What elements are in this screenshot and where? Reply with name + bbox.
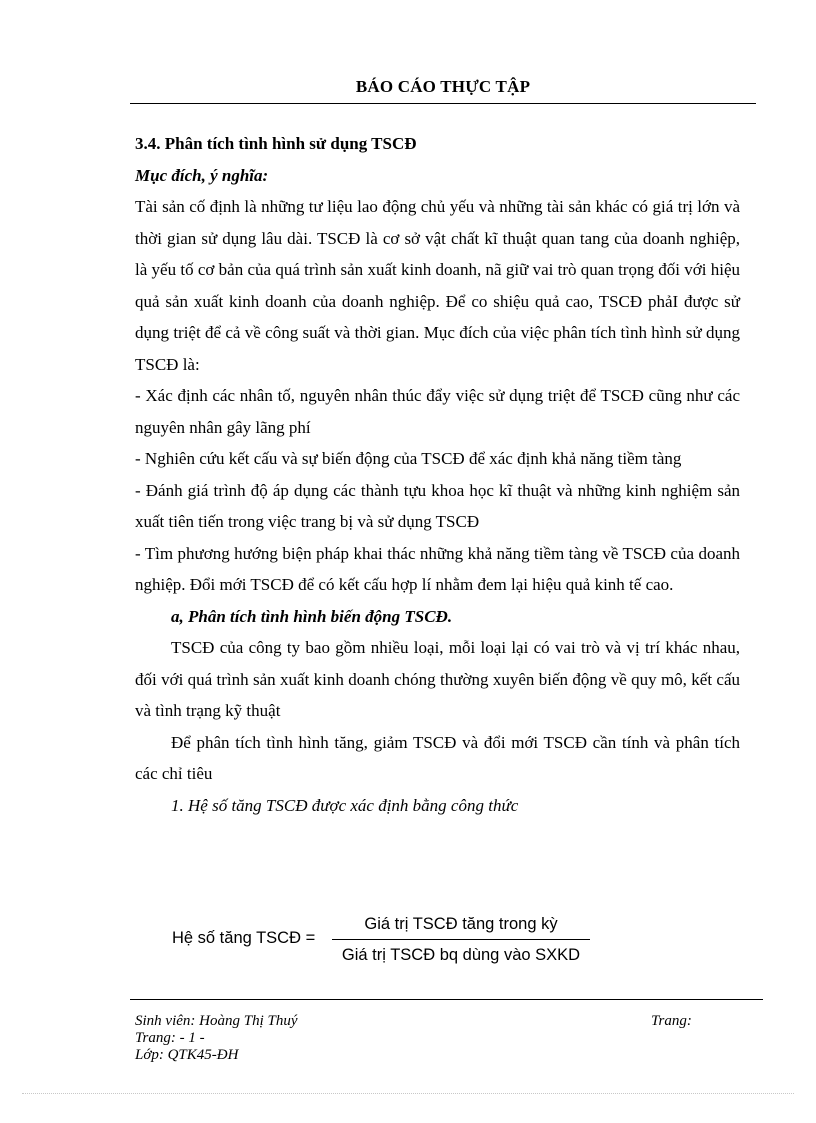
paragraph-fluctuation: TSCĐ của công ty bao gồm nhiều loại, mỗi loại lại có vai trò và vị trí khác nhau, đối với quá trình sản xuất kinh doanh chóng thường xuyên biến động về quy mô, kết cấu và tình trạng kỹ thuật bbox=[135, 638, 740, 720]
footer-info bbox=[135, 1013, 298, 1064]
footer-rule bbox=[130, 999, 763, 1000]
page-bottom-dotted-line bbox=[22, 1093, 794, 1094]
section-heading: 3.4. Phân tích tình hình sử dụng TSCĐ bbox=[135, 134, 417, 153]
bullet-item: - Xác định các nhân tố, nguyên nhân thúc đẩy việc sử dụng triệt để TSCĐ cũng như các nguyên nhân gây lãng phí bbox=[135, 386, 740, 437]
bullet-item: - Tìm phương hướng biện pháp khai thác những khả năng tiềm tàng về TSCĐ của doanh nghiệp. Đổi mới TSCĐ để có kết cấu hợp lí nhằm đem lại hiệu quả kinh tế cao. bbox=[135, 543, 740, 594]
header-rule bbox=[130, 103, 756, 104]
bullet-item: - Nghiên cứu kết cấu và sự biến động của TSCĐ để xác định khả năng tiềm tàng bbox=[135, 449, 682, 468]
formula-lhs: Hệ số tăng TSCĐ = bbox=[172, 929, 316, 947]
paragraph-purpose: Tài sản cố định là những tư liệu lao động chủ yếu và những tài sản khác có giá trị lớn và thời gian sử dụng lâu dài. TSCĐ là cơ sở vật chất kĩ thuật quan tang của doanh nghiệp, là yếu tố cơ bản của quá trình sản xuất kinh doanh, nã giữ vai trò quan trọng đối với hiệu quả sản xuất kinh doanh của doanh nghiệp. Để co shiệu quả cao, TSCĐ phảI được sử dụng triệt để cả về công suất và thời gian. Mục đích của việc phân tích tình hình sử dụng TSCĐ là: bbox=[135, 197, 740, 374]
subsection-heading: a, Phân tích tình hình biến động TSCĐ. bbox=[171, 606, 453, 626]
paragraph-indicators: Để phân tích tình hình tăng, giảm TSCĐ và đổi mới TSCĐ cần tính và phân tích các chỉ tiêu bbox=[135, 732, 740, 783]
formula-fraction bbox=[332, 915, 590, 965]
footer-page: Trang: - 1 - bbox=[135, 1030, 205, 1046]
formula-numerator: Giá trị TSCĐ tăng trong kỳ bbox=[332, 915, 590, 940]
formula-denominator: Giá trị TSCĐ bq dùng vào SXKD bbox=[341, 946, 581, 964]
bullet-item: - Đánh giá trình độ áp dụng các thành tựu khoa học kĩ thuật và những kinh nghiệm sản xuất tiên tiến trong việc trang bị và sử dụng TSCĐ bbox=[135, 480, 740, 531]
footer-student: Sinh viên: Hoàng Thị Thuý bbox=[135, 1013, 298, 1029]
footer-class: Lớp: QTK45-ĐH bbox=[135, 1047, 239, 1063]
document-body bbox=[135, 128, 740, 829]
page-header-title: BÁO CÁO THỰC TẬP bbox=[355, 77, 531, 96]
formula-caption: 1. Hệ số tăng TSCĐ được xác định bằng công thức bbox=[171, 795, 519, 815]
section-subheading: Mục đích, ý nghĩa: bbox=[135, 165, 269, 185]
footer-page-label: Trang: bbox=[651, 1013, 692, 1029]
